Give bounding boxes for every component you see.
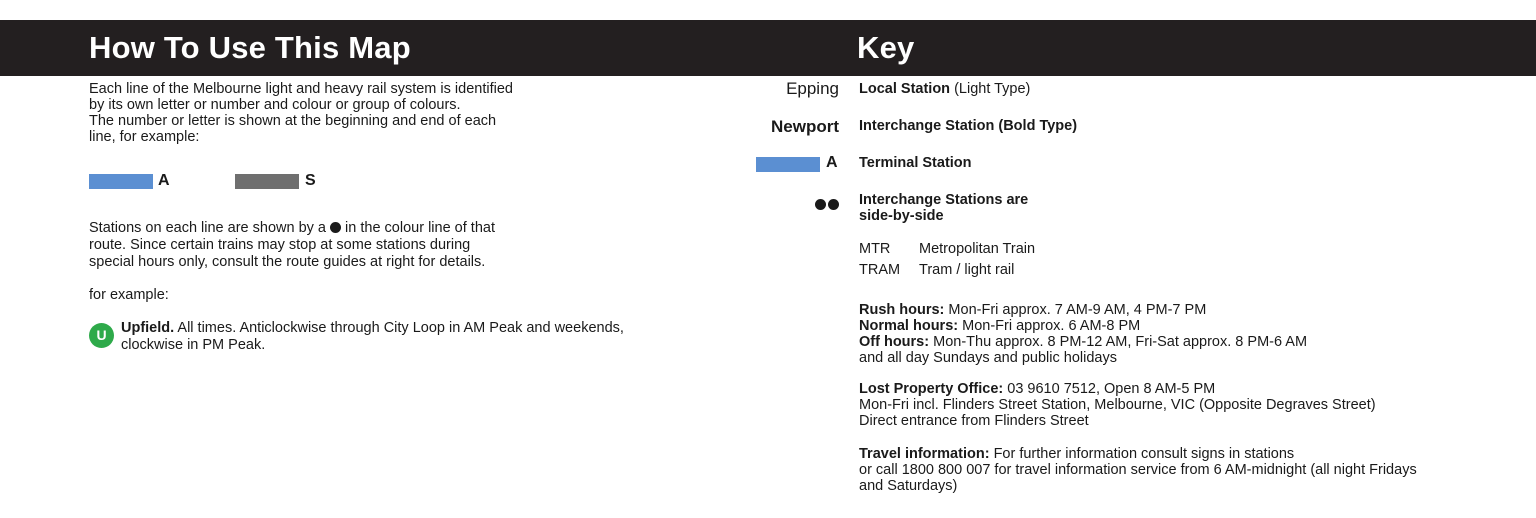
lost-property-line-1 [859,382,1215,398]
normal-hours-value: Mon-Fri approx. 6 AM-8 PM [962,318,1141,334]
travel-info-label: Travel information: [859,446,990,462]
route-name: Upfield. [121,320,175,336]
side-by-side-line-1: Interchange Stations are [859,192,1029,208]
stations-text-line-1 [89,221,495,237]
route-desc-1: All times. Anticlockwise through City Loop in AM Peak and weekends, [177,320,624,336]
off-hours-line-2: and all day Sundays and public holidays [859,350,1117,366]
line-s-color-bar [235,174,299,189]
abbr-tram-meaning: Tram / light rail [919,262,1015,278]
how-to-use-title: How To Use This Map [89,30,411,65]
lost-property-phone: 03 9610 7512, Open 8 AM-5 PM [1007,381,1216,397]
local-station-label-rest: (Light Type) [954,81,1031,97]
lost-property-line-3: Direct entrance from Flinders Street [859,413,1089,429]
off-hours [859,335,1307,351]
header-bar [0,20,1536,76]
interchange-station-label: Interchange Station (Bold Type) [859,118,1078,134]
normal-hours-label: Normal hours: [859,318,959,334]
abbr-mtr: MTR [859,241,891,257]
travel-info-line-2: or call 1800 800 007 for travel information service from 6 AM-midnight (all night Fridays [859,462,1417,478]
interchange-station-sample: Newport [771,117,839,136]
rush-hours-value: Mon-Fri approx. 7 AM-9 AM, 4 PM-7 PM [948,302,1207,318]
travel-info-line-3: and Saturdays) [859,478,958,494]
station-dot-icon [330,222,341,233]
upfield-route-badge-icon: U [89,323,114,348]
lost-property-line-2: Mon-Fri incl. Flinders Street Station, Melbourne, VIC (Opposite Degraves Street) [859,397,1376,413]
abbr-mtr-meaning: Metropolitan Train [919,241,1036,257]
terminal-station-label: Terminal Station [859,155,972,171]
stations-text-line-2: route. Since certain trains may stop at some stations during [89,237,471,253]
normal-hours [859,319,1140,335]
route-desc-line-1 [121,321,624,337]
side-by-side-line-2: side-by-side [859,208,944,224]
local-station-label [859,82,1030,98]
intro-line-4: line, for example: [89,129,200,145]
rush-hours [859,303,1206,319]
route-desc-line-2: clockwise in PM Peak. [121,337,266,353]
lost-property-label: Lost Property Office: [859,381,1004,397]
local-station-label-bold: Local Station [859,81,951,97]
travel-info-value: For further information consult signs in stations [993,446,1295,462]
abbr-tram: TRAM [859,262,901,278]
line-s-letter: S [305,172,316,189]
stations-text-after: in the colour line of that [345,220,495,236]
line-a-letter: A [158,172,170,189]
intro-line-2: by its own letter or number and colour or group of colours. [89,97,461,113]
key-title: Key [857,30,915,65]
side-by-side-dots-icon [815,196,839,214]
off-hours-label: Off hours: [859,334,930,350]
local-station-sample: Epping [786,79,839,98]
intro-line-3: The number or letter is shown at the beginning and end of each [89,113,497,129]
stations-text-line-3: special hours only, consult the route guides at right for details. [89,254,486,270]
rush-hours-label: Rush hours: [859,302,945,318]
stations-text-before: Stations on each line are shown by a [89,220,326,236]
for-example-label: for example: [89,287,169,303]
off-hours-value: Mon-Thu approx. 8 PM-12 AM, Fri-Sat approx. 8 PM-6 AM [933,334,1308,350]
terminal-line-bar [756,157,820,172]
intro-line-1: Each line of the Melbourne light and heavy rail system is identified [89,81,513,97]
travel-info-line-1 [859,447,1294,463]
terminal-letter: A [826,154,838,171]
line-a-color-bar [89,174,153,189]
